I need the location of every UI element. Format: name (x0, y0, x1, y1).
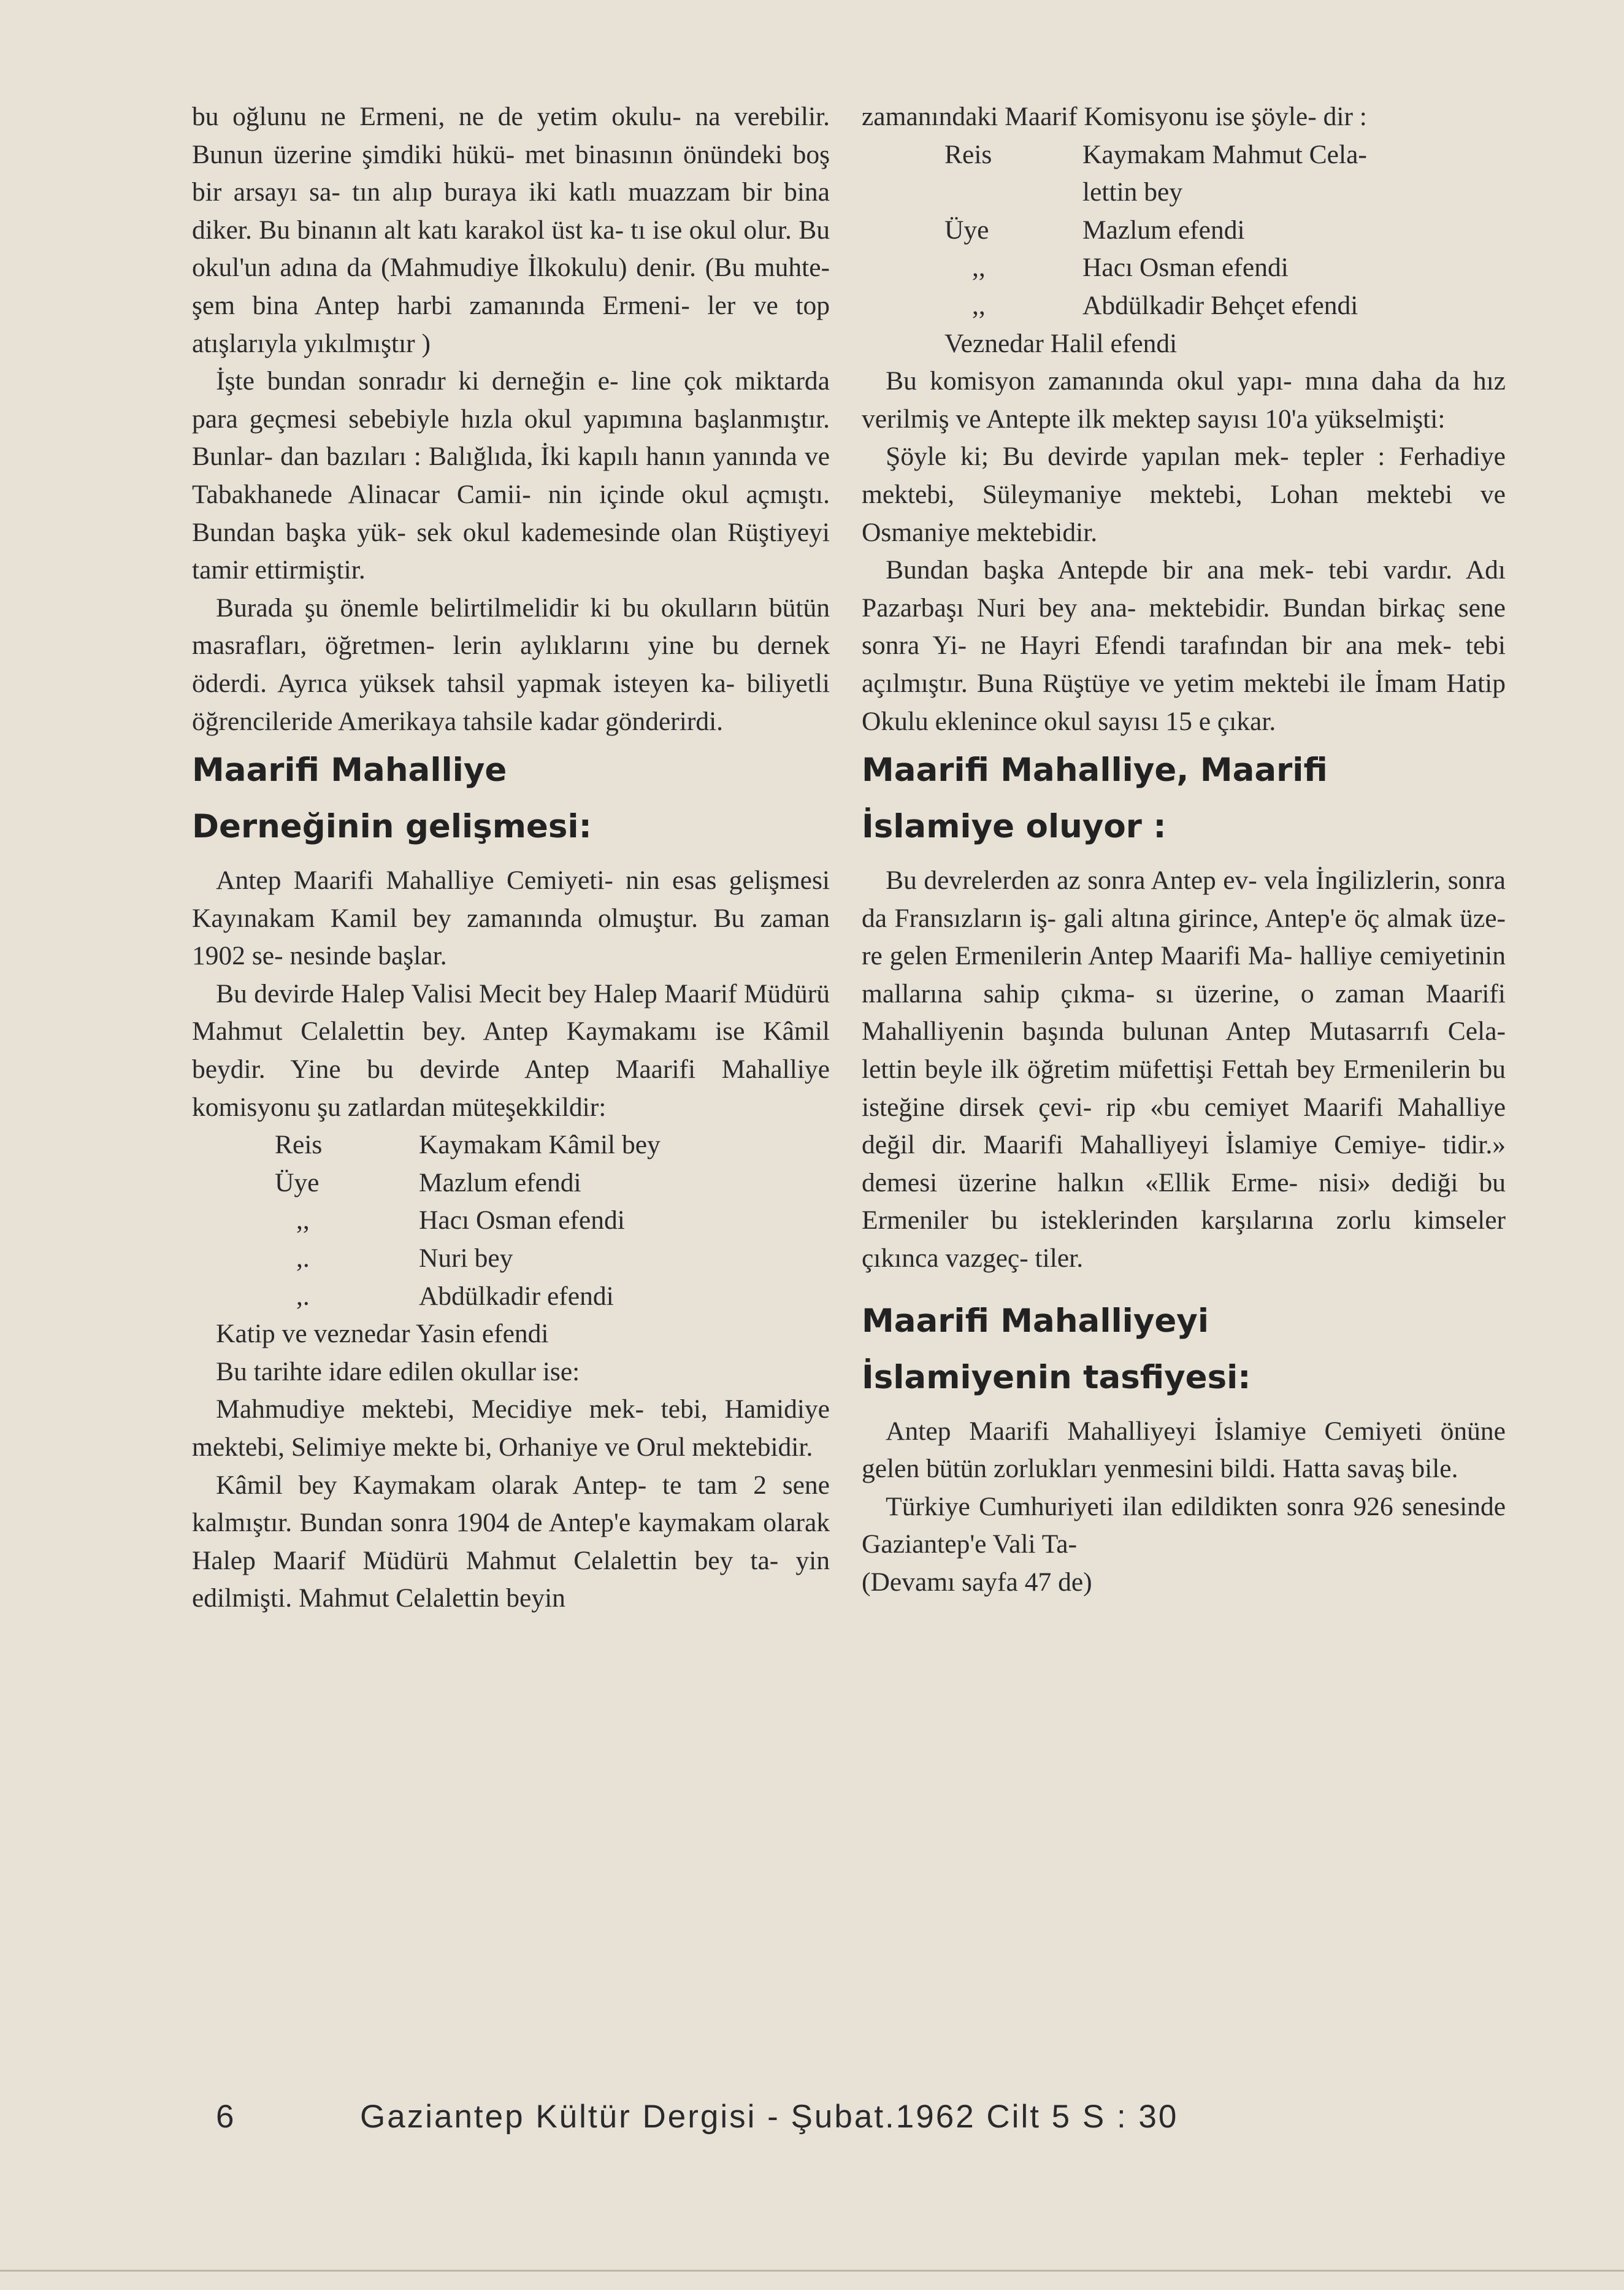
roster-role: ,. (296, 1243, 310, 1274)
roster-name: Abdülkadir efendi (419, 1281, 614, 1311)
paragraph: bu oğlunu ne Ermeni, ne de yetim okulu- na verebilir. Bunun üzerine şimdiki hükü- met binasının önündeki boş bir arsayı sa- tın alıp buraya iki katlı muazzam bir bina diker. Bu binanın alt katı karakol üst ka- tı ise okul olur. Bu okul'un adına da (Mahmudiye İlkokulu) denir. (Bu muhte- şem bina Antep harbi zamanında Ermeni- ler ve top atışlarıyla yıkılmıştır ) (192, 102, 830, 358)
roster-role: ,, (972, 290, 986, 320)
paragraph: Şöyle ki; Bu devirde yapılan mek- tepler : Ferhadiye mektebi, Süleymaniye mektebi, Lohan mektebi ve Osmaniye mektebidir. (862, 442, 1506, 547)
left-column (192, 98, 830, 1618)
paragraph: Antep Maarifi Mahalliye Cemiyeti- nin esas gelişmesi Kayınakam Kamil bey zamanında olmuştur. Bu zaman 1902 se- nesinde başlar. (192, 866, 830, 971)
paragraph: İşte bundan sonradır ki derneğin e- line çok miktarda para geçmesi sebebiyle hızla okul yapımına başlanmıştır. Bunlar- dan bazıları : Balığlıda, İki kapılı hanın yanında ve Tabakhanede Alinacar Camii- nin içinde okul açmıştı. Bundan başka yük- sek okul kademesinde olan Rüştiyeyi tamir ettirmiştir. (192, 366, 830, 585)
roster-name: Nuri bey (419, 1243, 513, 1274)
paragraph: Bu devirde Halep Valisi Mecit bey Halep Maarif Müdürü Mahmut Celalettin bey. Antep Kaymakamı ise Kâmil beydir. Yine bu devirde Antep Maarifi Mahalliye komisyonu şu zatlardan müteşekkildir: (192, 978, 830, 1122)
roster-name: Hacı Osman efendi (1082, 253, 1289, 283)
roster-role (944, 174, 1082, 212)
roster-name: Mazlum efendi (419, 1167, 581, 1197)
commission-roster (192, 1126, 830, 1353)
heading-line: Derneğinin gelişmesi: (192, 808, 592, 846)
roster-row (192, 1202, 830, 1240)
roster-name: Kaymakam Mahmut Cela- (1082, 139, 1367, 169)
roster-row (862, 249, 1506, 287)
roster-row (192, 1278, 830, 1316)
paragraph: Türkiye Cumhuriyeti ilan edildikten sonra 926 senesinde Gaziantep'e Vali Ta- (862, 1491, 1506, 1559)
roster-footer: Veznedar Halil efendi (944, 328, 1178, 358)
paragraph: Bundan başka Antepde bir ana mek- tebi vardır. Adı Pazarbaşı Nuri bey ana- mektebidir. Bundan birkaç sene sonra Yi- ne Hayri Efendi tarafından bir ana mek- tebi açılmıştır. Buna Rüştüye ve yetim mektebi ile İmam Hatip Okulu eklenince okul sayısı 15 e çıkar. (862, 555, 1506, 736)
roster-row (862, 287, 1506, 325)
roster-name: Kaymakam Kâmil bey (419, 1130, 661, 1160)
paragraph: Kâmil bey Kaymakam olarak Antep- te tam 2 sene kalmıştır. Bundan sonra 1904 de Antep'e kaymakam olarak Halep Maarif Müdürü Mahmut Celalettin bey ta- yin edilmişti. Mahmut Celalettin beyin (192, 1470, 830, 1613)
paragraph: zamanındaki Maarif Komisyonu ise şöyle- dir : (862, 102, 1367, 131)
roster-name: Abdülkadir Behçet efendi (1082, 290, 1358, 320)
page-number: 6 (216, 2099, 236, 2135)
roster-name: Mazlum efendi (1082, 215, 1245, 245)
roster-name: Hacı Osman efendi (419, 1205, 625, 1235)
roster-row (862, 174, 1506, 212)
page-edge-divider (0, 2270, 1624, 2272)
spacer (862, 1397, 1506, 1413)
roster-role: Üye (944, 215, 989, 245)
roster-role: Reis (944, 139, 992, 169)
roster-row (862, 136, 1506, 174)
roster-role: Üye (275, 1167, 320, 1197)
heading-line: İslamiye oluyor : (862, 808, 1166, 846)
paragraph: Burada şu önemle belirtilmelidir ki bu okulların bütün masrafları, öğretmen- lerin aylıklarını yine bu dernek öderdi. Ayrıca yüksek tahsil yapmak isteyen ka- biliyetli öğrencileride Amerikaya tahsile kadar gönderirdi. (192, 593, 830, 736)
roster-row (192, 1126, 830, 1164)
paragraph: Bu komisyon zamanında okul yapı- mına daha da hız verilmiş ve Antepte ilk mektep sayısı 10'a yükselmişti: (862, 366, 1506, 434)
roster-row (192, 1240, 830, 1278)
commission-roster (862, 136, 1506, 363)
heading-line: Maarifi Mahalliye (192, 751, 507, 790)
spacer (192, 846, 830, 862)
roster-role: ,, (972, 253, 986, 283)
paragraph: Antep Maarifi Mahalliyeyi İslamiye Cemiyeti önüne gelen bütün zorlukları yenmesini bildi. Hatta savaş bile. (862, 1416, 1506, 1484)
paragraph: Mahmudiye mektebi, Mecidiye mek- tebi, Hamidiye mektebi, Selimiye mekte bi, Orhaniye ve Orul mektebidir. (192, 1394, 830, 1462)
publication-line: Gaziantep Kültür Dergisi - Şubat.1962 Cilt 5 S : 30 (360, 2099, 1179, 2135)
paragraph: Bu tarihte idare edilen okullar ise: (216, 1356, 580, 1386)
roster-role: ,, (296, 1205, 310, 1235)
roster-role: Reis (275, 1130, 323, 1160)
paragraph: Bu devrelerden az sonra Antep ev- vela İngilizlerin, sonra da Fransızların iş- gali altına girince, Antep'e öç almak üze- re gelen Ermenilerin Antep Maarifi Ma- halliye cemiyetinin mallarına sahip çıkma- sı üzerine, o zaman Maarifi Mahalliyenin başında bulunan Antep Mutasarrıfı Cela- lettin beyle ilk öğretim müfettişi Fettah bey Ermenilerin bu isteğine dirsek çevi- rip «bu cemiyet Maarifi Mahalliye değil dir. Maarifi Mahalliyeyi İslamiye Cemiye- tidir.» demesi üzerine halkın «Ellik Erme- nisi» dediği bu Ermeniler bu isteklerinden karşılarına zorlu kimseler çıkınca vazgeç- tiler. (862, 866, 1506, 1274)
roster-role: ,. (296, 1281, 310, 1311)
roster-row (862, 212, 1506, 250)
right-column (862, 98, 1506, 1602)
section-heading (192, 751, 830, 846)
roster-name: lettin bey (1082, 177, 1183, 207)
section-heading (862, 1302, 1506, 1397)
page-footer (216, 2098, 1479, 2135)
spacer (862, 846, 1506, 862)
roster-row (192, 1164, 830, 1202)
roster-footer: Katip ve veznedar Yasin efendi (216, 1319, 549, 1349)
heading-line: Maarifi Mahalliyeyi (862, 1302, 1209, 1340)
heading-line: Maarifi Mahalliye, Maarifi (862, 751, 1328, 790)
continued-note: (Devamı sayfa 47 de) (862, 1567, 1092, 1597)
section-heading (862, 751, 1506, 846)
heading-line: İslamiyenin tasfiyesi: (862, 1358, 1251, 1396)
